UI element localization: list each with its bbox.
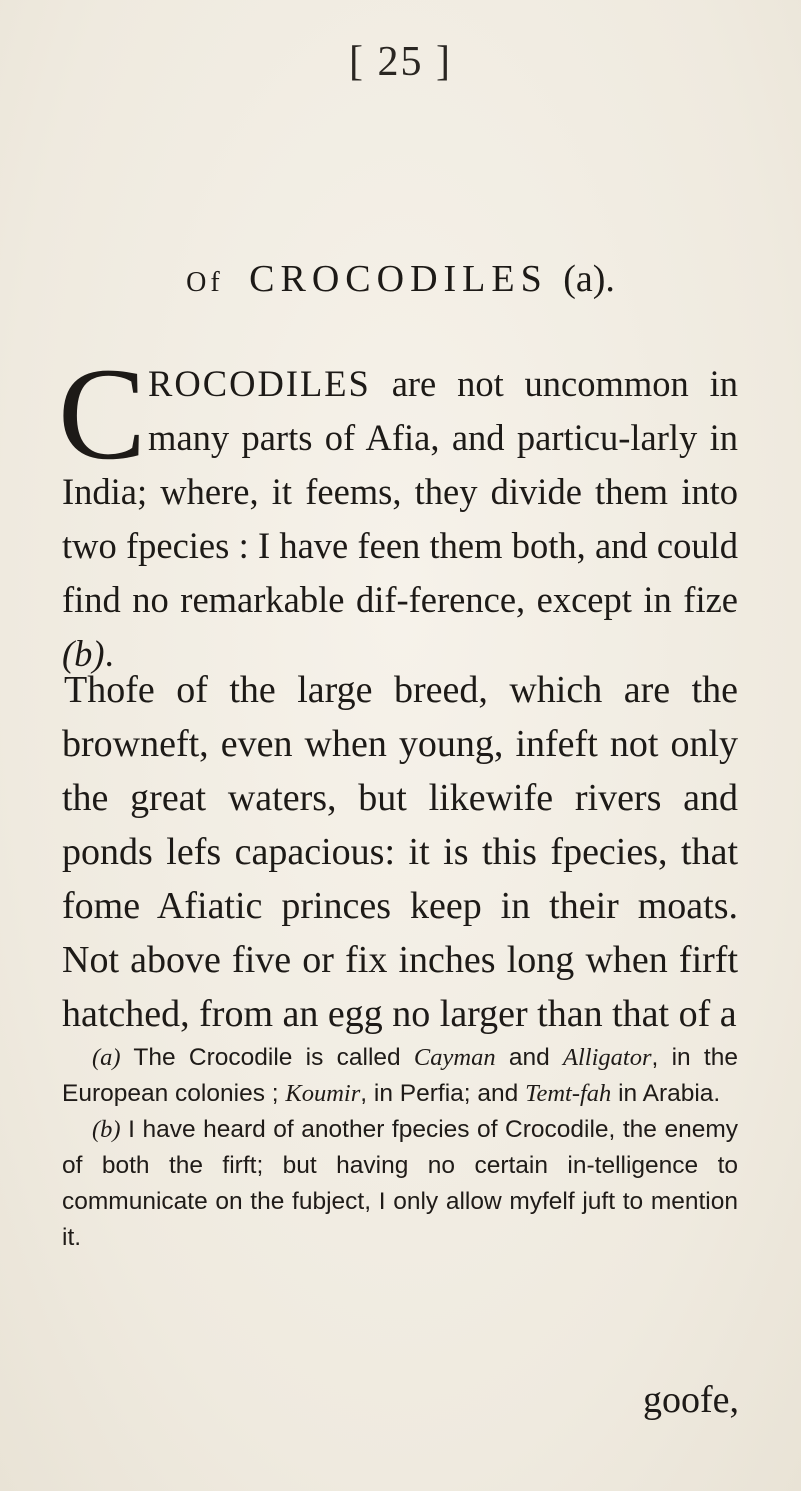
catchword: goofe, bbox=[642, 1379, 739, 1421]
footnote-a-text: and bbox=[495, 1044, 564, 1071]
footnote-b bbox=[62, 1112, 738, 1256]
paragraph-1-end: . bbox=[104, 633, 114, 674]
first-word: ROCODILES bbox=[148, 363, 371, 404]
title-prefix: Of bbox=[186, 267, 224, 298]
paragraph-2: Thofe of the large breed, which are the browneft, even when young, infeft not only the great waters, but likewife rivers and ponds lefs capacious: it is this fpecies, that fome Afiatic princes keep in their moats. Not above five or fix inches long when firft hatched, from an egg no larger than that of a bbox=[62, 669, 738, 1035]
paragraph-1-text: are not uncommon in many parts of Afia, and particu-larly in India; where, it feems, they divide them into two fpecies : I have feen them both, and could find no remarkable dif-ference, except in fize bbox=[62, 363, 738, 620]
footnote-a-marker: (a) bbox=[92, 1044, 121, 1071]
footnote-a-text: in Arabia. bbox=[611, 1080, 721, 1107]
footnote-a-text: The Crocodile is called bbox=[120, 1044, 414, 1071]
title-note-marker: (a). bbox=[563, 258, 615, 300]
footnote-b-text: I have heard of another fpecies of Crocodile, the enemy of both the firft; but having no certain in-telligence to communicate on the fubject, I only allow myfelf juft to mention it. bbox=[62, 1116, 738, 1251]
footnote-a-term: Cayman bbox=[413, 1044, 496, 1071]
page-number: [ 25 ] bbox=[349, 39, 452, 85]
paragraph-1 bbox=[58, 340, 738, 681]
paragraph-1-note-marker: (b) bbox=[62, 633, 105, 674]
footnotes bbox=[62, 1040, 738, 1256]
drop-cap: C bbox=[58, 340, 147, 487]
footnote-a bbox=[62, 1040, 738, 1112]
footnote-a-text: , in the European colonies ; bbox=[62, 1044, 738, 1107]
footnote-a-term: Temt-fah bbox=[525, 1080, 612, 1107]
footnote-a-text: , in Perfia; and bbox=[360, 1080, 526, 1107]
footnote-a-term: Koumir bbox=[285, 1080, 361, 1107]
footnote-b-marker: (b) bbox=[92, 1116, 121, 1143]
title-main: CROCODILES bbox=[249, 258, 548, 300]
footnote-a-term: Alligator bbox=[563, 1044, 652, 1071]
chapter-title bbox=[0, 257, 801, 301]
